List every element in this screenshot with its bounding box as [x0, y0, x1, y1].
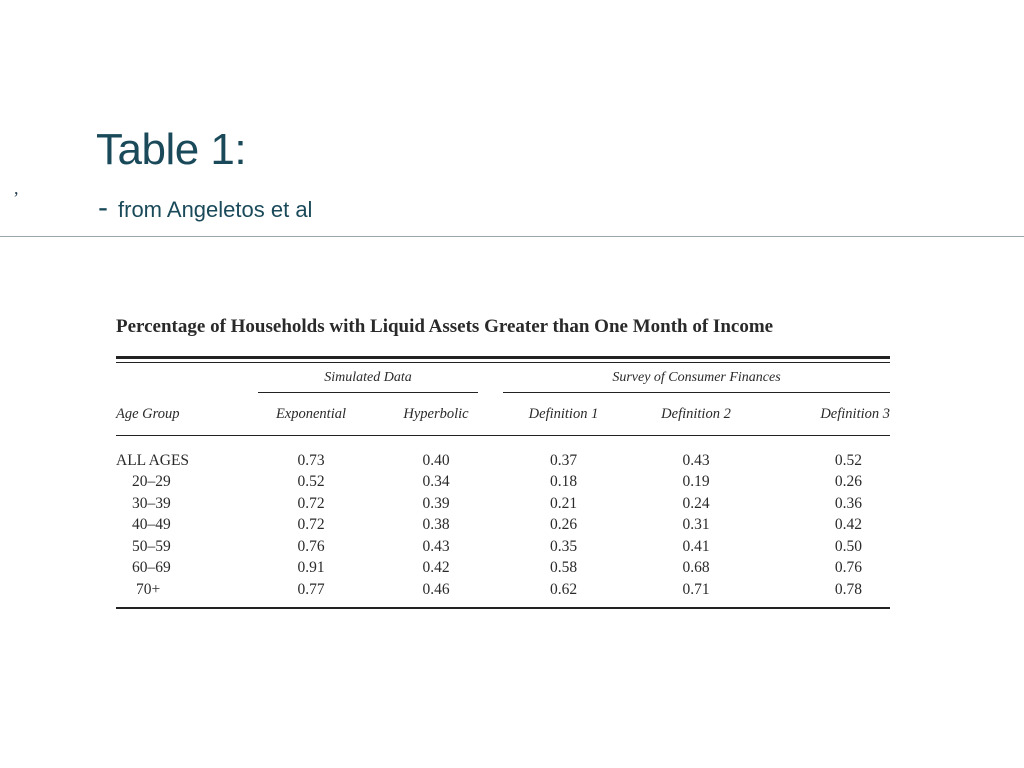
cell-definition-1: 0.26 — [549, 516, 578, 534]
cell-hyperbolic: 0.43 — [422, 537, 450, 555]
cell-age: 40–49 — [132, 516, 171, 534]
table-figure — [116, 313, 890, 609]
group-header-row — [116, 363, 890, 393]
cell-hyperbolic: 0.46 — [422, 580, 450, 598]
cell-exponential: 0.72 — [297, 494, 325, 512]
cell-definition-1: 0.37 — [549, 451, 578, 469]
cell-definition-1: 0.18 — [549, 473, 578, 491]
cell-definition-2: 0.43 — [682, 451, 710, 469]
table-row — [116, 515, 890, 537]
cell-age: ALL AGES — [116, 451, 190, 469]
cell-definition-1: 0.58 — [549, 559, 578, 577]
cell-definition-3: 0.50 — [834, 537, 863, 555]
cell-definition-2: 0.19 — [682, 473, 710, 491]
cell-definition-3: 0.42 — [834, 516, 863, 534]
group-header-survey: Survey of Consumer Finances — [631, 363, 890, 393]
cell-hyperbolic: 0.42 — [422, 559, 450, 577]
slide-title: Table 1: — [96, 125, 247, 174]
cell-exponential: 0.72 — [297, 516, 325, 534]
cell-hyperbolic: 0.40 — [422, 451, 450, 469]
table-caption: Percentage of Households with Liquid Assets Greater than One Month of Income — [116, 316, 774, 337]
cell-definition-2: 0.68 — [682, 559, 710, 577]
table-row — [116, 579, 890, 601]
cell-exponential: 0.91 — [297, 559, 325, 577]
col-header-definition-3: Definition 3 — [820, 405, 891, 422]
col-header-exponential: Exponential — [275, 405, 347, 422]
cell-exponential: 0.77 — [297, 580, 325, 598]
cell-age: 30–39 — [132, 494, 171, 512]
subtitle-dash: - — [98, 191, 108, 224]
cell-hyperbolic: 0.38 — [422, 516, 450, 534]
cell-definition-3: 0.76 — [834, 559, 863, 577]
slide-subtitle — [98, 192, 312, 229]
cell-definition-3: 0.36 — [834, 494, 863, 512]
cell-age: 50–59 — [132, 537, 171, 555]
col-header-age-group: Age Group — [116, 405, 180, 422]
group-header-simulated: Simulated Data — [246, 363, 496, 393]
cell-definition-2: 0.41 — [682, 537, 710, 555]
cell-exponential: 0.76 — [297, 537, 325, 555]
table-bottom-rule — [116, 607, 890, 609]
table-row — [116, 493, 890, 515]
table-row — [116, 536, 890, 558]
cell-definition-3: 0.52 — [834, 451, 863, 469]
cell-definition-2: 0.24 — [682, 494, 710, 512]
subtitle-text: from Angeletos et al — [118, 197, 313, 222]
col-header-definition-2: Definition 2 — [661, 405, 731, 422]
table-row — [116, 450, 890, 472]
column-header-row — [116, 393, 890, 436]
col-header-hyperbolic: Hyperbolic — [403, 405, 469, 422]
cell-age: 70+ — [136, 580, 161, 598]
cell-definition-3: 0.78 — [834, 580, 863, 598]
cell-definition-3: 0.26 — [834, 473, 863, 491]
table-top-rule — [116, 356, 890, 363]
cell-hyperbolic: 0.39 — [422, 494, 450, 512]
header-bottom-rule — [116, 436, 890, 451]
cell-hyperbolic: 0.34 — [422, 473, 450, 491]
cell-definition-1: 0.62 — [549, 580, 578, 598]
cell-definition-2: 0.31 — [682, 516, 710, 534]
cell-exponential: 0.52 — [297, 473, 325, 491]
table-row — [116, 472, 890, 494]
table-row — [116, 558, 890, 580]
cell-age: 60–69 — [132, 559, 171, 577]
cell-exponential: 0.73 — [297, 451, 325, 469]
cell-age: 20–29 — [132, 473, 171, 491]
title-divider — [0, 236, 1024, 237]
group-header-spacer — [116, 363, 246, 393]
cell-definition-1: 0.21 — [549, 494, 578, 512]
col-header-definition-1: Definition 1 — [528, 405, 599, 422]
cell-definition-1: 0.35 — [549, 537, 578, 555]
stray-mark: , — [14, 178, 19, 198]
data-table — [116, 363, 890, 601]
cell-definition-2: 0.71 — [682, 580, 710, 598]
